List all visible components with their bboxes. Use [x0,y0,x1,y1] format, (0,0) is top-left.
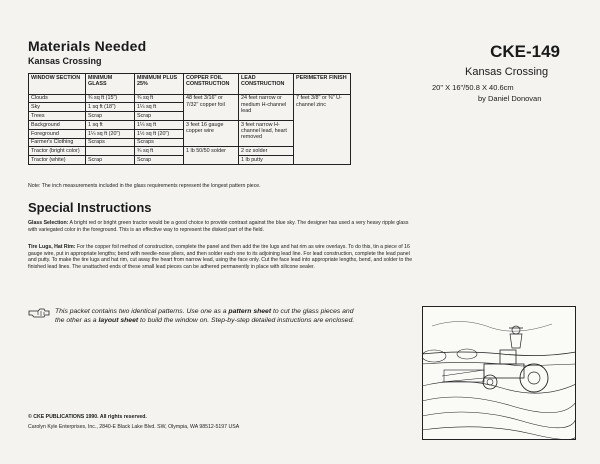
table-cell: 3 feet 16 gauge copper wire [184,120,239,146]
table-cell: Scraps [86,138,135,147]
tire-lugs-text: For the copper foil method of construction, complete the panel and then add the tire lugs and hat rim as wire overlays. To do this, tin a piece of 16 gauge wire, put in appropriate lengths; bend with needle-nose pliers, and then solder each one to its adjoining lead line. For lead construction, complete the lead panel and putty. To make the tire lugs and hat rim, cut away the heart from narrow lead, using the face only. Cut the face lead into appropriate lengths, bend, and solder to the finished lead lines. The unattached ends of these small lead pieces can be adhered permanently in place with silicone sealer. [28,244,413,270]
header-minimum-plus: MINIMUM PLUS 25% [135,74,184,95]
project-title: Kansas Crossing [465,66,549,78]
table-header-row [29,74,351,95]
copyright-text: © CKE PUBLICATIONS 1990. All rights reserved. [28,414,147,420]
special-instructions-title: Special Instructions [28,200,152,215]
publisher-address: Carolyn Kyle Enterprises, Inc., 2840-E Black Lake Blvd. SW, Olympia, WA 98512-5197 USA [28,424,240,430]
tire-lugs-paragraph [28,244,416,270]
table-cell: Background [29,120,86,129]
table-cell: 1½ sq ft (20") [135,129,184,138]
table-cell: Tractor (bright color) [29,147,86,156]
table-cell: Trees [29,112,86,121]
materials-table [28,73,351,165]
packet-text: the other as a [55,317,99,325]
header-perimeter-finish: PERIMETER FINISH [294,74,351,95]
table-cell: 1¼ sq ft (20") [86,129,135,138]
table-cell: Scrap [135,112,184,121]
packet-text: to build the window on. Step-by-step detailed instructions are enclosed. [138,317,355,325]
table-row [29,94,351,103]
table-cell: 3 feet narrow H-channel lead, heart removed [239,120,294,146]
project-author: by Daniel Donovan [478,94,542,103]
packet-note [55,307,415,325]
table-note: Note: The inch measurements included in the glass requirements represent the longest pattern piece. [28,183,261,189]
table-cell: Scrap [86,156,135,165]
table-cell: 1 lb putty [239,156,294,165]
table-cell: Scrap [135,156,184,165]
tire-lugs-label: Tire Lugs, Hat Rim: [28,244,76,250]
packet-text: to cut the glass pieces and [271,308,354,315]
pointing-hand-icon [28,307,50,319]
table-cell: Clouds [29,94,86,103]
header-copper-foil: COPPER FOIL CONSTRUCTION [184,74,239,95]
pattern-code: CKE-149 [490,42,560,61]
table-cell: Scraps [135,138,184,147]
table-cell: 7 feet 3/8" or ⅜" U-channel zinc [294,94,351,164]
table-cell: Farmer's Clothing [29,138,86,147]
table-cell: 24 feet narrow or medium H-channel lead [239,94,294,120]
glass-selection-paragraph [28,220,416,233]
project-dimensions: 20" X 16"/50.8 X 40.6cm [432,83,514,92]
materials-subtitle: Kansas Crossing [28,56,102,66]
table-cell: Sky [29,103,86,112]
glass-selection-label: Glass Selection: [28,220,69,226]
table-cell: Tractor (white) [29,156,86,165]
table-cell: 1 sq ft [86,120,135,129]
table-cell: 1 lb 50/50 solder [184,147,239,165]
table-cell: 1¼ sq ft [135,103,184,112]
kansas-crossing-illustration [422,306,576,440]
table-cell: ¾ sq ft [135,147,184,156]
pattern-sheet-label: pattern sheet [228,308,272,315]
table-cell: Foreground [29,129,86,138]
materials-title: Materials Needed [28,38,147,54]
header-lead-construction: LEAD CONSTRUCTION [239,74,294,95]
table-cell: 1¼ sq ft [135,120,184,129]
table-cell: 2 oz solder [239,147,294,156]
table-cell: ¾ sq ft (15") [86,94,135,103]
table-cell: ¾ sq ft [135,94,184,103]
table-cell: Scrap [86,112,135,121]
header-minimum-glass: MINIMUM GLASS [86,74,135,95]
layout-sheet-label: layout sheet [98,317,139,325]
table-cell: 48 feet 3/16" or 7/32" copper foil [184,94,239,120]
packet-text: This packet contains two identical patterns. Use one as a [55,308,229,315]
glass-selection-text: A bright red or bright green tractor would be a good choice to provide contrast against the blue sky. The designer has used a very heavy ripple glass with variegated color in the foreground. This is an effective way to represent the disked part of the field. [28,220,409,233]
table-cell [86,147,135,156]
table-cell: 1 sq ft (18") [86,103,135,112]
header-window-section: WINDOW SECTION [29,74,86,95]
